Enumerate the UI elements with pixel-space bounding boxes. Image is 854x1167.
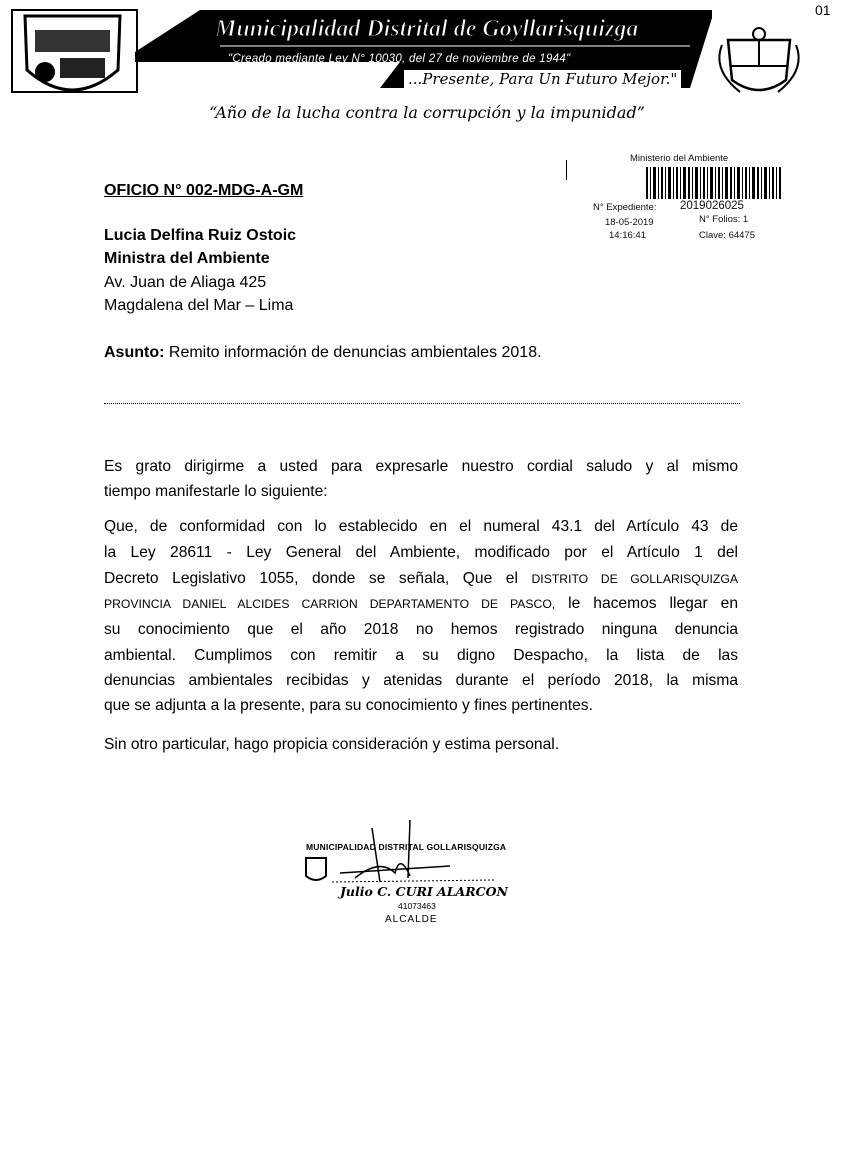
slogan: ...Presente, Para Un Futuro Mejor." <box>404 70 681 88</box>
body-line: ambiental. Cumplimos con remitir a su digno Despacho, la lista de las <box>104 647 738 664</box>
barcode-icon <box>646 167 781 199</box>
body-line <box>104 594 738 614</box>
recipient-position: Ministra del Ambiente <box>104 250 270 267</box>
year-motto: “Año de la lucha contra la corrupción y la impunidad” <box>209 103 645 122</box>
stamp-clave: Clave: 64475 <box>699 230 755 241</box>
municipality-name: Municipalidad Distrital de Goyllarisquizga <box>215 16 639 42</box>
body-line: que se adjunta a la presente, para su conocimiento y fines pertinentes. <box>104 697 593 714</box>
divider <box>104 403 740 404</box>
municipal-shield-icon <box>12 10 137 92</box>
body-text: le hacemos llegar en <box>555 595 738 612</box>
body-line: Que, de conformidad con lo establecido en el numeral 43.1 del Artículo 43 de <box>104 518 738 535</box>
peru-coat-of-arms-icon <box>719 28 798 92</box>
subject-label: Asunto: <box>104 344 165 361</box>
signer-role: ALCALDE <box>385 914 438 925</box>
stamp-date: 18-05-2019 <box>605 217 654 228</box>
body-line: Es grato dirigirme a usted para expresarle nuestro cordial saludo y al mismo <box>104 458 738 475</box>
province-department: PROVINCIA DANIEL ALCIDES CARRION DEPARTAMENTO DE PASCO, <box>104 597 556 611</box>
page-mark: 01 <box>815 2 831 18</box>
document-reference: OFICIO N° 002-MDG-A-GM <box>104 182 304 199</box>
body-line <box>104 569 738 589</box>
recipient-city: Magdalena del Mar – Lima <box>104 297 294 314</box>
closing-line: Sin otro particular, hago propicia consideración y estima personal. <box>104 736 560 753</box>
district-name: DISTRITO DE GOLLARISQUIZGA <box>531 572 738 586</box>
stamp-entity: Ministerio del Ambiente <box>630 153 729 164</box>
body-line: su conocimiento que el año 2018 no hemos registrado ninguna denuncia <box>104 621 738 638</box>
body-text: Decreto Legislativo 1055, donde se señala, Que el <box>104 570 532 587</box>
body-line: tiempo manifestarle lo siguiente: <box>104 483 328 500</box>
stamp-expediente-label: N° Expediente: <box>593 202 657 213</box>
seal-text: MUNICIPALIDAD DISTRITAL GOLLARISQUIZGA <box>306 842 507 852</box>
scan-mark <box>566 160 567 180</box>
recipient-address: Av. Juan de Aliaga 425 <box>104 274 267 291</box>
signature-scribble <box>300 818 500 884</box>
signer-name: Julio C. CURI ALARCON <box>340 884 508 899</box>
stamp-time: 14:16:41 <box>609 230 646 241</box>
stamp-folios: N° Folios: 1 <box>699 214 749 225</box>
recipient-name: Lucia Delfina Ruiz Ostoic <box>104 227 297 244</box>
creation-law: "Creado mediante Ley N° 10030, del 27 de noviembre de 1944" <box>228 53 571 65</box>
body-line: la Ley 28611 - Ley General del Ambiente, modificado por el Artículo 1 del <box>104 544 738 561</box>
stamp-expediente-number: 2019026025 <box>680 200 744 212</box>
signer-id: 41073463 <box>398 901 436 911</box>
subject-line <box>104 344 542 362</box>
body-line: denuncias ambientales recibidas y atenidas durante el período 2018, la misma <box>104 672 738 689</box>
subject-text: Remito información de denuncias ambientales 2018. <box>164 344 542 361</box>
